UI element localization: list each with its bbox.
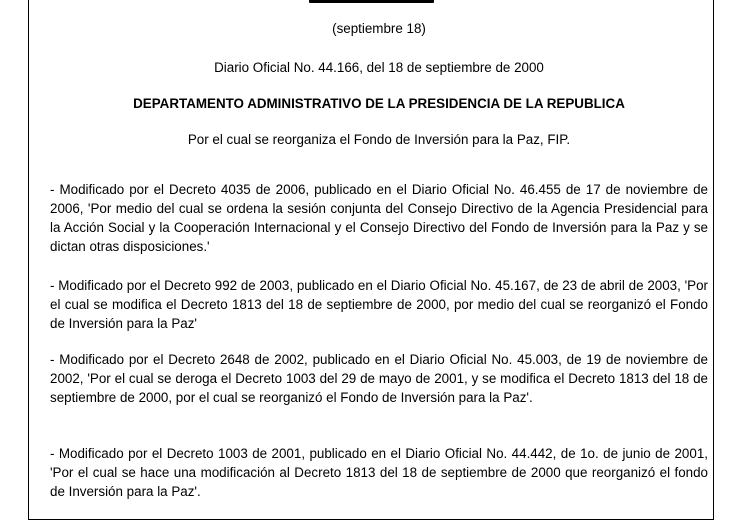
modification-item-3: - Modificado por el Decreto 2648 de 2002, publicado en el Diario Oficial No. 45.003, de 19 de noviembre de 2002, 'Por el cual se deroga el Decreto 1003 del 29 de mayo de 2001, y se modifica el Decreto 1813 del 18 de septiembre de 2000, por el cual se reorganizó el Fondo de Inversión para la Paz'. <box>50 352 708 405</box>
department-heading: DEPARTAMENTO ADMINISTRATIVO DE LA PRESIDENCIA DE LA REPUBLICA <box>133 96 625 111</box>
modification-item-2: - Modificado por el Decreto 992 de 2003, publicado en el Diario Oficial No. 45.167, de 23 de abril de 2003, 'Por el cual se modifica el Decreto 1813 del 18 de septiembre de 2000, por medio del cual se reorganizó el Fondo de Inversión para la Paz' <box>50 278 708 331</box>
modification-item-1: - Modificado por el Decreto 4035 de 2006, publicado en el Diario Oficial No. 46.455 de 17 de noviembre de 2006, 'Por medio del cual se ordena la sesión conjunta del Consejo Directivo de la Agencia Presidencial para la Acción Social y la Cooperación Internacional y el Consejo Directivo del Fondo de Inversión para la Paz y se dictan otras disposiciones.' <box>50 182 708 254</box>
decree-subject: Por el cual se reorganiza el Fondo de Inversión para la Paz, FIP. <box>187 132 571 147</box>
date-note: (septiembre 18) <box>332 21 426 36</box>
modification-item-4: - Modificado por el Decreto 1003 de 2001, publicado en el Diario Oficial No. 44.442, de 1o. de junio de 2001, 'Por el cual se hace una modificación al Decreto 1813 del 18 de septiembre de 2000 que reorganizó el fondo de Inversión para la Paz'. <box>50 446 708 499</box>
document-frame <box>28 0 714 520</box>
title-fragment-cut-off <box>309 0 434 3</box>
gazette-line: Diario Oficial No. 44.166, del 18 de septiembre de 2000 <box>214 60 544 75</box>
